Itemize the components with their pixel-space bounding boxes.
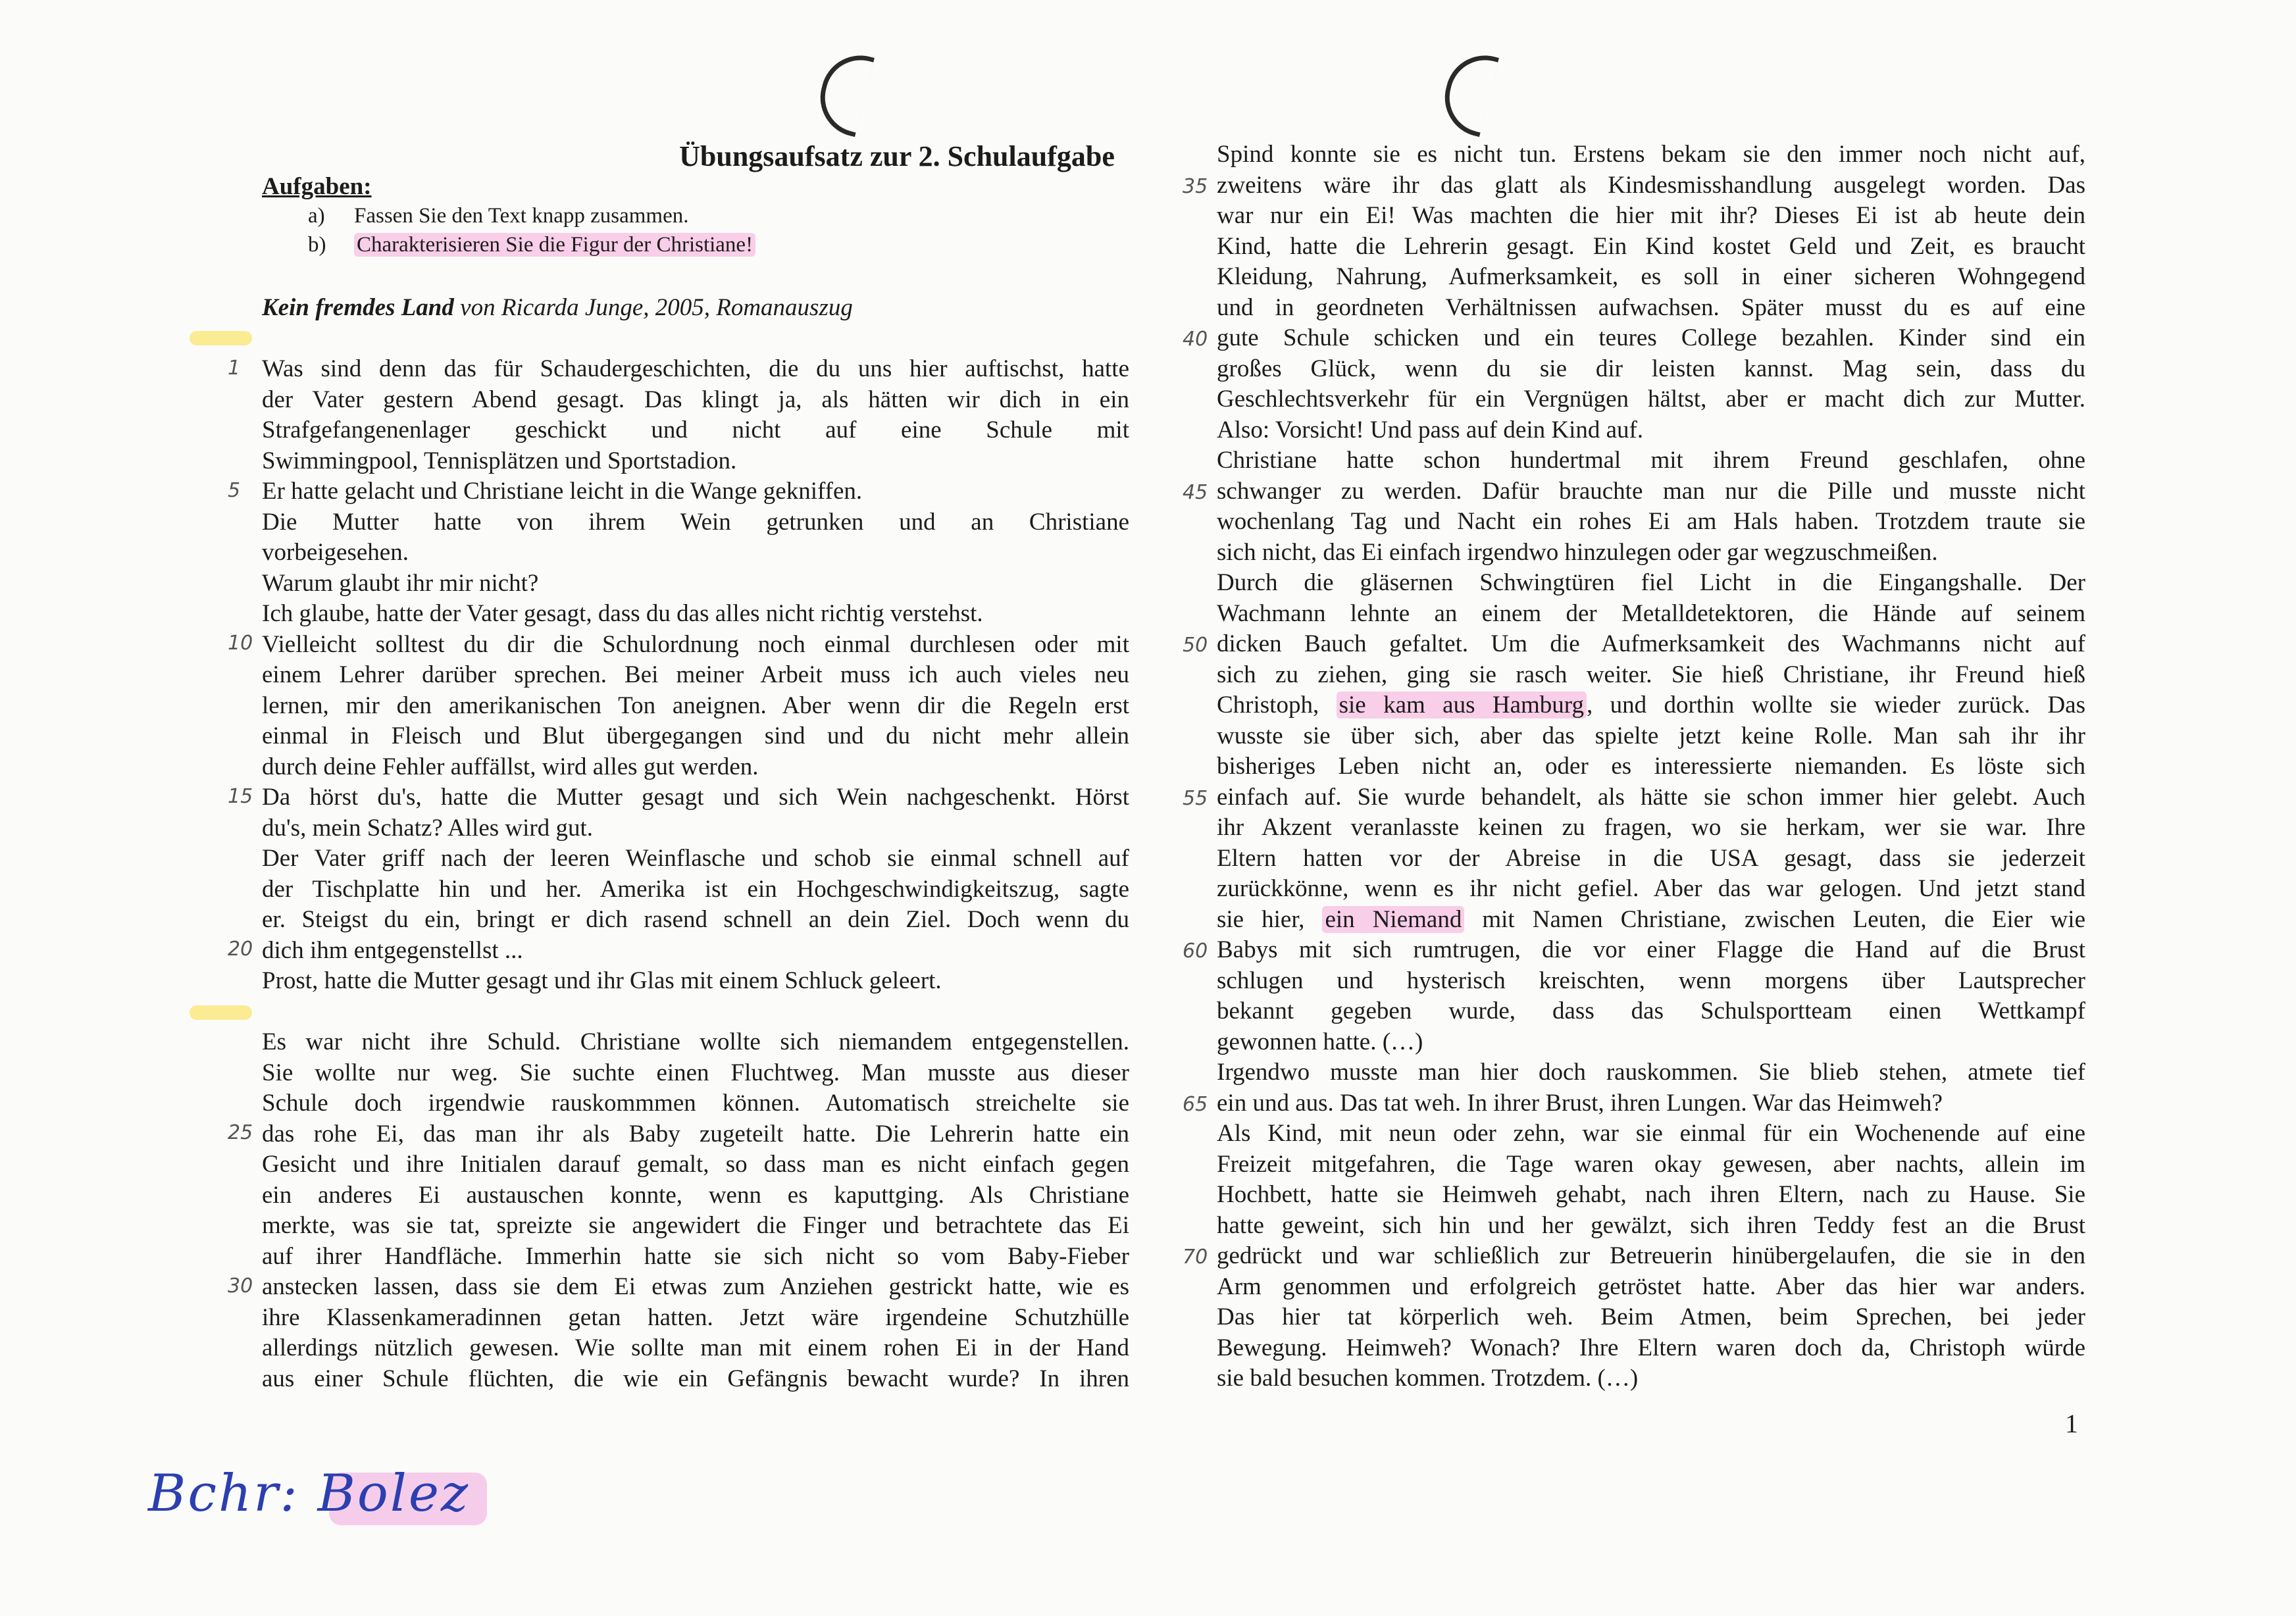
task-key: a): [308, 204, 325, 228]
text-line: aus einer Schule flüchten, die wie ein Gefängnis bewacht wurde? In ihren: [262, 1365, 1129, 1392]
line-number: 30: [228, 1275, 253, 1298]
line-number: 20: [228, 938, 253, 961]
left-text-block: [262, 354, 1129, 1394]
task-key: b): [308, 233, 326, 257]
text-line: und in geordneten Verhältnissen aufwachsen. Später musst du es auf eine: [1217, 293, 2085, 321]
text-line-highlighted: sie hier, ein Niemand mit Namen Christiane, zwischen Leuten, die Eier wie: [1217, 905, 2085, 933]
text-line: er. Steigst du ein, bringt er dich rasend schnell an dein Ziel. Doch wenn du: [262, 906, 1129, 933]
text-line: ein anderes Ei austauschen konnte, wenn es kaputtging. Als Christiane: [262, 1181, 1129, 1209]
text-line: einmal in Fleisch und Blut übergegangen sind und du nicht mehr allein: [262, 722, 1129, 749]
text-line: anstecken lassen, dass sie dem Ei etwas zum Anziehen gestrickt hatte, wie es: [262, 1273, 1129, 1300]
text-line: gedrückt und war schließlich zur Betreuerin hinübergelaufen, die sie in den: [1217, 1242, 2085, 1269]
line-number: 45: [1183, 481, 1208, 504]
punch-hole-right: [1437, 47, 1499, 138]
source-line: [262, 293, 853, 322]
line-number: 25: [228, 1121, 253, 1144]
text-line: Das hier tat körperlich weh. Beim Atmen, beim Sprechen, bei jeder: [1217, 1303, 2085, 1330]
text-line: bisheriges Leben nicht an, oder es interessierte niemanden. Es löste sich: [1217, 753, 2085, 780]
text-line: war nur ein Ei! Was machten die hier mit ihr? Dieses Ei ist ab heute dein: [1217, 202, 2085, 229]
line-number: 70: [1183, 1246, 1208, 1269]
text-line: Irgendwo musste man hier doch rauskommen. Sie blieb stehen, atmete tief: [1217, 1059, 2085, 1086]
text-line: der Tischplatte hin und her. Amerika ist ein Hochgeschwindigkeitszug, sagte: [262, 875, 1129, 903]
text-line: Swimmingpool, Tennisplätzen und Sportstadion.: [262, 447, 737, 474]
text-line: zweitens wäre ihr das glatt als Kindesmisshandlung ausgelegt worden. Das: [1217, 171, 2085, 199]
text-line: Sie wollte nur weg. Sie suchte einen Fluchtweg. Man musste aus dieser: [262, 1059, 1129, 1086]
text-line: wochenlang Tag und Nacht ein rohes Ei am Hals haben. Trotzdem traute sie: [1217, 508, 2085, 535]
text-line: Kind, hatte die Lehrerin gesagt. Ein Kind kostet Geld und Zeit, es braucht: [1217, 232, 2085, 260]
text-line: Gesicht und ihre Initialen darauf gemalt, so dass man es nicht einfach gegen: [262, 1151, 1129, 1178]
text-line: wusste sie über sich, aber das spielte jetzt keine Rolle. Man sah ihr ihr: [1217, 722, 2085, 749]
line-number: 60: [1183, 940, 1208, 963]
text-line: ihr Akzent veranlasste keinen zu fragen, wo sie herkam, wer sie war. Ihre: [1217, 814, 2085, 841]
line-number: 1: [228, 357, 241, 380]
text-line: einfach auf. Sie wurde behandelt, als hätte sie schon immer hier gelebt. Auch: [1217, 783, 2085, 811]
text-line: gewonnen hatte. (…): [1217, 1028, 1423, 1055]
task-a: [308, 204, 689, 228]
text-line: Die Mutter hatte von ihrem Wein getrunken und an Christiane: [262, 508, 1129, 536]
text-line: Hochbett, hatte sie Heimweh gehabt, nach ihren Eltern, nach zu Hause. Sie: [1217, 1181, 2085, 1208]
page-number: 1: [2065, 1409, 2078, 1438]
text-line: du's, mein Schatz? Alles wird gut.: [262, 814, 594, 842]
text-line: Als Kind, mit neun oder zehn, war sie einmal für ein Wochenende auf eine: [1217, 1120, 2085, 1147]
text-line: merkte, was sie tat, spreizte sie angewidert die Finger und betrachtete das Ei: [262, 1212, 1129, 1239]
text-line: Schule doch irgendwie rauskommmen können. Automatisch streichelte sie: [262, 1090, 1129, 1117]
highlighted-phrase: sie kam aus Hamburg: [1337, 692, 1587, 719]
text-line: Der Vater griff nach der leeren Weinflasche und schob sie einmal schnell auf: [262, 845, 1129, 872]
text-line: der Vater gestern Abend gesagt. Das klingt ja, als hätten wir dich in ein: [262, 386, 1129, 413]
text-line: auf ihrer Handfläche. Immerhin hatte sie sich nicht so vom Baby-Fieber: [262, 1242, 1129, 1270]
text-line: Er hatte gelacht und Christiane leicht in die Wange gekniffen.: [262, 478, 863, 505]
line-number: 5: [228, 479, 241, 502]
line-number: 65: [1183, 1093, 1208, 1116]
task-b: [308, 233, 755, 257]
task-text-highlighted: Charakterisieren Sie die Figur der Christiane!: [354, 233, 755, 257]
text-line: Eltern hatten vor der Abreise in die USA gesagt, dass sie jederzeit: [1217, 844, 2085, 872]
text-line: schwanger zu werden. Dafür brauchte man nur die Pille und musste nicht: [1217, 477, 2085, 505]
line-number: 40: [1183, 328, 1208, 351]
text-line: Bewegung. Heimweh? Wonach? Ihre Eltern waren doch da, Christoph würde: [1217, 1334, 2085, 1361]
tasks-label: Aufgaben:: [262, 173, 372, 200]
text-line: allerdings nützlich gewesen. Wie sollte man mit einem rohen Ei in der Hand: [262, 1334, 1129, 1361]
text-line: Warum glaubt ihr mir nicht?: [262, 569, 539, 597]
text-line: sich nicht, das Ei einfach irgendwo hinzulegen oder gar wegzuschmeißen.: [1217, 538, 1938, 566]
text-line: Strafgefangenenlager geschickt und nicht auf eine Schule mit: [262, 417, 1129, 443]
text-line: Wachmann lehnte an einem der Metalldetektoren, die Hände auf seinem: [1217, 599, 2085, 627]
text-line: Babys mit sich rumtrugen, die vor einer Flagge die Hand auf die Brust: [1217, 936, 2085, 963]
text-line: vorbeigesehen.: [262, 539, 409, 566]
line-number: 35: [1183, 175, 1208, 198]
line-number: 15: [228, 785, 253, 808]
text-line: Durch die gläsernen Schwingtüren fiel Licht in die Eingangshalle. Der: [1217, 569, 2085, 596]
text-line: hatte geweint, sich hin und her gewälzt, sich ihren Teddy fest an die Brust: [1217, 1211, 2085, 1239]
text-line-highlighted: Christoph, sie kam aus Hamburg , und dorthin wollte sie wieder zurück. Das: [1217, 692, 2085, 719]
source-title: Kein fremdes Land: [262, 294, 454, 321]
text-line: Also: Vorsicht! Und pass auf dein Kind auf.: [1217, 416, 1644, 443]
source-author: von Ricarda Junge, 2005, Romanauszug: [453, 294, 853, 321]
text-line: Es war nicht ihre Schuld. Christiane wollte sich niemandem entgegenstellen.: [262, 1028, 1129, 1055]
task-text: Fassen Sie den Text knapp zusammen.: [354, 204, 689, 228]
text-line: gute Schule schicken und ein teures College bezahlen. Kinder sind ein: [1217, 324, 2085, 351]
text-line: sich zu ziehen, ging sie rasch weiter. Sie hieß Christiane, ihr Freund hieß: [1217, 661, 2085, 688]
page-title: Übungsaufsatz zur 2. Schulaufgabe: [679, 140, 1115, 172]
text-line: durch deine Fehler auffällst, wird alles gut werden.: [262, 753, 759, 780]
line-number: 50: [1183, 634, 1208, 657]
text-line: Spind konnte sie es nicht tun. Erstens bekam sie den immer noch nicht auf,: [1217, 141, 2085, 168]
text-line: ein und aus. Das tat weh. In ihrer Brust, ihren Lungen. War das Heimweh?: [1217, 1089, 1943, 1117]
text-line: Geschlechtsverkehr für ein Vergnügen hältst, aber er macht dich zur Mutter.: [1217, 386, 2085, 413]
text-line: Was sind denn das für Schaudergeschichten, die du uns hier auftischst, hatte: [262, 355, 1129, 382]
text-line: Freizeit mitgefahren, die Tage waren okay gewesen, aber nachts, allein im: [1217, 1150, 2085, 1178]
punch-hole-left: [812, 47, 875, 138]
text-line: Vielleicht solltest du dir die Schulordnung noch einmal durchlesen oder mit: [262, 630, 1129, 658]
text-line: bekannt gegeben wurde, dass das Schulsportteam einen Wettkampf: [1217, 997, 2085, 1024]
line-number: 10: [228, 632, 253, 655]
text-line: ihre Klassenkameradinnen getan hatten. Jetzt wäre irgendeine Schutzhülle: [262, 1303, 1129, 1331]
line-number: 55: [1183, 787, 1208, 810]
paragraph-gap: [262, 997, 1129, 1028]
text-line: Christiane hatte schon hundertmal mit ihrem Freund geschlafen, ohne: [1217, 447, 2085, 474]
text-line: Prost, hatte die Mutter gesagt und ihr Glas mit einem Schluck geleert.: [262, 967, 942, 994]
text-line: Kleidung, Nahrung, Aufmerksamkeit, es soll in einer sicheren Wohngegend: [1217, 263, 2085, 290]
text-line: schlugen und hysterisch kreischten, wenn morgens über Lautsprecher: [1217, 967, 2085, 994]
handwritten-note: Bchr: Bolez: [148, 1464, 471, 1523]
text-line: lernen, mir den amerikanischen Ton aneignen. Aber wenn dir die Regeln erst: [262, 692, 1129, 719]
text-line: sie bald besuchen kommen. Trotzdem. (…): [1217, 1365, 1639, 1392]
text-line: Ich glaube, hatte der Vater gesagt, dass du das alles nicht richtig verstehst.: [262, 600, 983, 627]
text-line: zurückkönne, wenn es ihr nicht gefiel. Aber das war gelogen. Und jetzt stand: [1217, 875, 2085, 902]
text-line: dicken Bauch gefaltet. Um die Aufmerksamkeit des Wachmanns nicht auf: [1217, 630, 2085, 657]
highlighted-phrase: ein Niemand: [1322, 906, 1464, 933]
text-line: einem Lehrer darüber sprechen. Bei meiner Arbeit muss ich auch vieles neu: [262, 661, 1129, 688]
text-line: Da hörst du's, hatte die Mutter gesagt und sich Wein nachgeschenkt. Hörst: [262, 784, 1129, 811]
text-line: das rohe Ei, das man ihr als Baby zugeteilt hatte. Die Lehrerin hatte ein: [262, 1120, 1129, 1148]
yellow-marker: [190, 1005, 252, 1020]
text-line: dich ihm entgegenstellst ...: [262, 936, 523, 964]
text-line: Arm genommen und erfolgreich getröstet hatte. Aber das hier war anders.: [1217, 1273, 2085, 1300]
yellow-marker: [190, 331, 252, 345]
text-line: großes Glück, wenn du sie dir leisten kannst. Mag sein, dass du: [1217, 355, 2085, 382]
right-text-block: [1217, 139, 2085, 1394]
